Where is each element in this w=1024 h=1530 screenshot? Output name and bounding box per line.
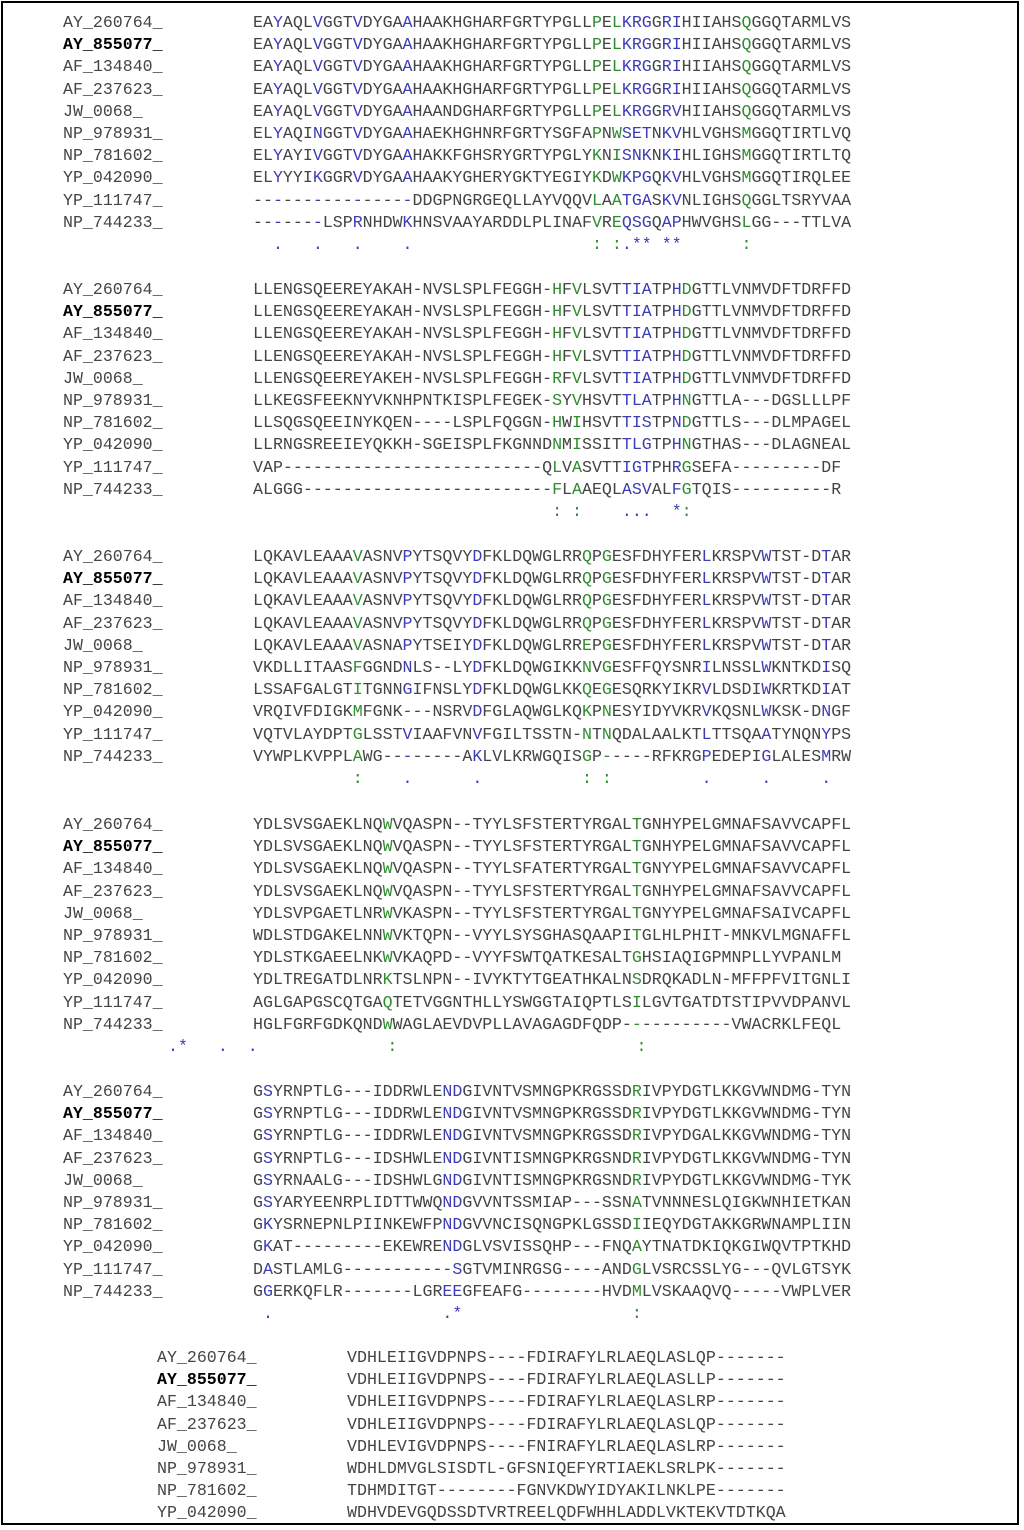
sequence-label: AF_237623_ [63, 79, 163, 99]
sequence-label: AY_260764_ [157, 1348, 257, 1367]
alignment-row [63, 1125, 1000, 1147]
sequence-label: YP_111747_ [63, 457, 163, 477]
sequence-residues: AGLGAPGSCQTGAQTETVGGNTHLLYSWGGTAIQPTLSILGVTGATDTSTIPVVDPANVL [253, 992, 852, 1012]
alignment-row [63, 323, 1000, 345]
sequence-label: NP_978931_ [63, 658, 163, 677]
sequence-residues: ELYAYIVGGTVDYGAAHAKKFGHSRYGRTYPGLYKNISNKNKIHLIGHSMGGQTIRTLTQ [253, 146, 852, 166]
sequence-label: YP_042090_ [63, 970, 163, 990]
alignment-row [63, 1170, 1000, 1192]
sequence-residues: VQTVLAYDPTGLSSTVIAAFVNVFGILTSSTN-NTNQDALAALKTLTTSQAATYNQNYPS [253, 724, 852, 744]
sequence-residues: GSYARYEENRPLIDTTWWQNDGVVNTSSMIAP---SSNATVNNNESLQIGKWNHIETKAN [253, 1193, 852, 1212]
sequence-residues: LSSAFGALGTITGNNGIFNSLYDFKLDQWGLKKQEGESQRKYIKRVLDSDIWKRTKDIAT [253, 680, 852, 700]
sequence-residues: WDLSTDGAKELNNWVKTQPN--VYYLSYSGHASQAAPITGLHLPHIT-MNKVLMGNAFFL [253, 926, 852, 945]
sequence-residues: -------LSPRNHDWKHNSVAAYARDDLPLINAFVREQSGQAPHWVGHSLGG---TTLVA [253, 212, 852, 232]
alignment-row [157, 1436, 1000, 1458]
alignment-row [63, 390, 1000, 412]
alignment-row [63, 1214, 1000, 1236]
sequence-label: YP_042090_ [63, 702, 163, 722]
sequence-label: NP_744233_ [63, 1281, 163, 1301]
sequence-residues: LLENGSQEEREYAKAH-NVSLSPLFEGGH-HFVLSVTTIATPHDGTTLVNMVDFTDRFFD [253, 280, 852, 299]
sequence-residues: VYWPLKVPPLAWG--------AKLVLKRWGQISGP-----RFKRGPEDEPIGLALESMRW [253, 746, 852, 766]
alignment-row [63, 613, 1000, 635]
sequence-label: JW_0068_ [63, 1170, 143, 1190]
sequence-label: YP_042090_ [63, 1237, 163, 1257]
sequence-residues: VDHLEIIGVDPNPS----FDIRAFYLRLAEQLASLQP------- [347, 1348, 786, 1367]
sequence-residues: TDHMDITGT--------FGNVKDWYIDYAKILNKLPE------- [347, 1481, 786, 1501]
sequence-label: AY_855077_ [157, 1370, 257, 1390]
sequence-label: NP_744233_ [63, 1014, 163, 1034]
alignment-row [157, 1414, 1000, 1436]
sequence-label: AY_260764_ [63, 1082, 163, 1101]
alignment-row [63, 1281, 1000, 1303]
sequence-label: AY_855077_ [63, 302, 163, 322]
alignment-row [63, 368, 1000, 390]
sequence-label: JW_0068_ [63, 635, 143, 655]
alignment-row [63, 479, 1000, 501]
sequence-residues: YDLSTKGAEELNKWVKAQPD--VYYFSWTQATKESALTGHSIAQIGPMNPLLYVPANLM [253, 948, 842, 968]
sequence-residues: EAYAQLVGGTVDYGAAHAAKHGHARFGRTYPGLLPELKRGGRIHIIAHSQGGQTARMLVS [253, 35, 852, 55]
sequence-residues: GSYRNPTLG---IDDRWLENDGIVNTVSMNGPKRGSSDRIVPYDGTLKKGVWNDMG-TYN [253, 1082, 852, 1101]
sequence-label: NP_781602_ [63, 948, 163, 968]
sequence-label: AY_260764_ [63, 547, 163, 566]
alignment-row [63, 212, 1000, 234]
sequence-residues: LLRNGSREEIEYQKKH-SGEISPLFKGNNDNMISSITTLGTPHNGTHAS---DLAGNEAL [253, 435, 852, 455]
consensus-line: . .* : [262, 1304, 642, 1323]
alignment-row [63, 903, 1000, 925]
sequence-label: YP_111747_ [63, 992, 163, 1012]
sequence-residues: YDLTREGATDLNRKTSLNPN--IVYKTYTGEATHKALNSDRQKADLN-MFFPFVITGNLI [253, 970, 852, 990]
sequence-label: JW_0068_ [63, 368, 143, 388]
sequence-residues: GSYRNPTLG---IDSHWLENDGIVNTISMNGPKRGSNDRIVPYDGTLKKGVWNDMG-TYN [253, 1148, 852, 1168]
alignment-row [63, 925, 1000, 947]
sequence-residues: ELYAQINGGTVDYGAAHAEKHGHNRFGRTYSGFAPNWSETNKVHLVGHSMGGQTIRTLVQ [253, 124, 852, 143]
alignment-row [157, 1458, 1000, 1480]
alignment-row [63, 590, 1000, 612]
alignment-row [157, 1369, 1000, 1391]
sequence-residues: EAYAQLVGGTVDYGAAHAANDGHARFGRTYPGLLPELKRGGRVHIIAHSQGGQTARMLVS [253, 101, 852, 121]
alignment-row [63, 412, 1000, 434]
sequence-label: NP_978931_ [63, 391, 163, 410]
sequence-residues: HGLFGRFGDKQNDWWAGLAEVDVPLLAVAGAGDFQDP-----------VWACRKLFEQL [253, 1014, 842, 1034]
sequence-label: AF_237623_ [157, 1414, 257, 1434]
sequence-label: AF_237623_ [63, 613, 163, 633]
sequence-residues: VDHLEIIGVDPNPS----FDIRAFYLRLAEQLASLQP------- [347, 1414, 786, 1434]
alignment-row [63, 56, 1000, 78]
sequence-label: AF_237623_ [63, 881, 163, 901]
sequence-label: AY_260764_ [63, 13, 163, 32]
sequence-residues: LQKAVLEAAAVASNVPYTSQVYDFKLDQWGLRRQPGESFDHYFERLKRSPVWTST-DTAR [253, 591, 852, 611]
alignment-row [63, 546, 1000, 568]
sequence-residues: LLENGSQEEREYAKAH-NVSLSPLFEGGH-HFVLSVTTIATPHDGTTLVNMVDFTDRFFD [253, 324, 852, 344]
sequence-label: AF_134840_ [63, 591, 163, 611]
sequence-label: NP_744233_ [63, 212, 163, 232]
sequence-residues: GSYRNPTLG---IDDRWLENDGIVNTVSMNGPKRGSSDRIVPYDGTLKKGVWNDMG-TYN [253, 1104, 852, 1124]
alignment-row [63, 434, 1000, 456]
sequence-label: AF_134840_ [63, 859, 163, 879]
alignment-row [63, 1236, 1000, 1258]
alignment-row [63, 79, 1000, 101]
alignment-row [63, 279, 1000, 301]
sequence-label: AY_855077_ [63, 35, 163, 55]
alignment-row [63, 1081, 1000, 1103]
sequence-label: JW_0068_ [157, 1436, 237, 1456]
alignment-row [63, 568, 1000, 590]
sequence-label: JW_0068_ [63, 903, 143, 923]
sequence-label: AF_237623_ [63, 1148, 163, 1168]
consensus-line: .* . . : : [168, 1037, 647, 1056]
sequence-residues: GSYRNAALG---IDSHWLGNDGIVNTISMNGPKRGSNDRIVPYDGTLKKGVWNDMG-TYK [253, 1170, 852, 1190]
sequence-residues: VKDLLITAASFGGNDNLS--LYDFKLDQWGIKKNVGESFFQYSNRILNSSLWKNTKDISQ [253, 658, 852, 677]
sequence-label: JW_0068_ [63, 101, 143, 121]
alignment-row [157, 1502, 1000, 1524]
sequence-label: NP_781602_ [157, 1481, 257, 1501]
sequence-label: NP_744233_ [63, 746, 163, 766]
sequence-label: AY_260764_ [63, 280, 163, 299]
alignment-row [63, 679, 1000, 701]
sequence-label: AF_134840_ [63, 324, 163, 344]
consensus-line: : : ... *: [552, 502, 692, 521]
sequence-residues: ELYYYIKGGRVDYGAAHAAKYGHERYGKTYEGIYKDWKPGQKVHLVGHSMGGQTIRQLEE [253, 168, 852, 188]
consensus-line: . . . . : :.** ** : [272, 235, 752, 254]
sequence-label: NP_978931_ [63, 124, 163, 143]
sequence-residues: YDLSVSGAEKLNQWVQASPN--TYYLSFSTERTYRGALTGNHYPELGMNAFSAVVCAPFL [253, 881, 852, 901]
sequence-label: NP_781602_ [63, 1215, 163, 1235]
alignment-row [157, 1480, 1000, 1502]
alignment-row [63, 701, 1000, 723]
sequence-label: AY_855077_ [63, 837, 163, 857]
sequence-residues: VDHLEIIGVDPNPS----FDIRAFYLRLAEQLASLLP------- [347, 1370, 786, 1390]
alignment-row [63, 123, 1000, 145]
sequence-label: NP_781602_ [63, 413, 163, 433]
alignment-row [63, 167, 1000, 189]
alignment-row [63, 992, 1000, 1014]
sequence-label: AY_855077_ [63, 569, 163, 589]
sequence-label: YP_042090_ [157, 1503, 257, 1523]
sequence-residues: LLENGSQEEREYAKAH-NVSLSPLFEGGH-HFVLSVTTIATPHDGTTLVNMVDFTDRFFD [253, 302, 852, 322]
sequence-label: YP_111747_ [63, 724, 163, 744]
sequence-residues: YDLSVSGAEKLNQWVQASPN--TYYLSFATERTYRGALTGNYYPELGMNAFSAVVCAPFL [253, 859, 852, 879]
sequence-residues: VDHLEVIGVDPNPS----FNIRAFYLRLAEQLASLRP------- [347, 1436, 786, 1456]
alignment-row [63, 1192, 1000, 1214]
sequence-residues: LQKAVLEAAAVASNVPYTSQVYDFKLDQWGLRRQPGESFDHYFERLKRSPVWTST-DTAR [253, 547, 852, 566]
consensus-line: : . . : : . . . [352, 769, 832, 788]
sequence-label: NP_978931_ [63, 926, 163, 945]
alignment-row [63, 1014, 1000, 1036]
sequence-residues: ----------------DDGPNGRGEQLLAYVQQVLAATGASKVNLIGHSQGGLTSRYVAA [253, 190, 852, 210]
alignment-row [63, 457, 1000, 479]
sequence-residues: LLENGSQEEREYAKEH-NVSLSPLFEGGH-RFVLSVTTIATPHDGTTLVNMVDFTDRFFD [253, 368, 852, 388]
alignment-row [63, 724, 1000, 746]
alignment-row [63, 1103, 1000, 1125]
sequence-residues: GKAT---------EKEWRENDGLVSVISSQHP---FNQAYTNATDKIQKGIWQVTPTKHD [253, 1237, 852, 1257]
sequence-residues: YDLSVSGAEKLNQWVQASPN--TYYLSFSTERTYRGALTGNHYPELGMNAFSAVVCAPFL [253, 815, 852, 834]
alignment-row [157, 1347, 1000, 1369]
alignment-row [63, 34, 1000, 56]
alignment-row [63, 969, 1000, 991]
sequence-label: YP_042090_ [63, 168, 163, 188]
sequence-residues: WDHLDMVGLSISDTL-GFSNIQEFYRTIAEKLSRLPK------- [347, 1459, 786, 1478]
sequence-residues: LLENGSQEEREYAKAH-NVSLSPLFEGGH-HFVLSVTTIATPHDGTTLVNMVDFTDRFFD [253, 346, 852, 366]
alignment-row [63, 101, 1000, 123]
sequence-residues: LLKEGSFEEKNYVKNHPNTKISPLFEGEK-SYVHSVTTLATPHNGTTLA---DGSLLLPF [253, 391, 852, 410]
sequence-residues: EAYAQLVGGTVDYGAAHAAKHGHARFGRTYPGLLPELKRGGRIHIIAHSQGGQTARMLVS [253, 79, 852, 99]
sequence-residues: EAYAQLVGGTVDYGAAHAAKHGHARFGRTYPGLLPELKRGGRIHIIAHSQGGQTARMLVS [253, 57, 852, 77]
sequence-residues: GKYSRNEPNLPIINKEWFPNDGVVNCISQNGPKLGSSDIIEQYDGTAKKGRWNAMPLIIN [253, 1215, 852, 1235]
sequence-label: YP_111747_ [63, 1259, 163, 1279]
sequence-label: AF_134840_ [63, 57, 163, 77]
sequence-label: NP_978931_ [157, 1459, 257, 1478]
alignment-row [63, 858, 1000, 880]
sequence-residues: VAP--------------------------QLVASVTTIGTPHRGSEFA---------DF [253, 457, 842, 477]
sequence-label: NP_744233_ [63, 479, 163, 499]
alignment-row [63, 746, 1000, 768]
alignment-row [63, 145, 1000, 167]
alignment-row [63, 836, 1000, 858]
sequence-residues: DASTLAMLG-----------SGTVMINRGSG----ANDGLVSRCSSLYG---QVLGTSYK [253, 1259, 852, 1279]
alignment-row [63, 947, 1000, 969]
sequence-residues: LQKAVLEAAAVASNVPYTSQVYDFKLDQWGLRRQPGESFDHYFERLKRSPVWTST-DTAR [253, 569, 852, 589]
alignment-row [63, 814, 1000, 836]
sequence-residues: LLSQGSQEEINYKQEN----LSPLFQGGN-HWIHSVTTISTPNDGTTLS---DLMPAGEL [253, 413, 852, 433]
sequence-residues: VRQIVFDIGKMFGNK---NSRVDFGLAQWGLKQKPNESYIDYVKRVKQSNLWKSK-DNGF [253, 702, 852, 722]
alignment-row [63, 1259, 1000, 1281]
sequence-label: NP_978931_ [63, 1193, 163, 1212]
sequence-residues: GGERKQFLR-------LGREEGFEAFG--------HVDMLVSKAAQVQ-----VWPLVER [253, 1281, 852, 1301]
alignment-row [63, 190, 1000, 212]
sequence-label: AF_237623_ [63, 346, 163, 366]
sequence-label: AF_134840_ [63, 1126, 163, 1146]
sequence-residues: GSYRNPTLG---IDDRWLENDGIVNTVSMNGPKRGSSDRIVPYDGALKKGVWNDMG-TYN [253, 1126, 852, 1146]
sequence-label: AY_855077_ [63, 1104, 163, 1124]
sequence-residues: LQKAVLEAAAVASNVPYTSQVYDFKLDQWGLRRQPGESFDHYFERLKRSPVWTST-DTAR [253, 613, 852, 633]
sequence-residues: VDHLEIIGVDPNPS----FDIRAFYLRLAEQLASLRP------- [347, 1392, 786, 1412]
sequence-label: YP_042090_ [63, 435, 163, 455]
sequence-label: YP_111747_ [63, 190, 163, 210]
alignment-row [63, 301, 1000, 323]
sequence-residues: YDLSVSGAEKLNQWVQASPN--TYYLSFSTERTYRGALTGNHYPELGMNAFSAVVCAPFL [253, 837, 852, 857]
alignment-row [63, 881, 1000, 903]
sequence-label: AY_260764_ [63, 815, 163, 834]
alignment-row [63, 12, 1000, 34]
sequence-residues: YDLSVPGAETLNRWVKASPN--TYYLSFSTERTYRGALTGNYYPELGMNAFSAIVCAPFL [253, 903, 852, 923]
alignment-row [63, 1148, 1000, 1170]
alignment-row [63, 346, 1000, 368]
alignment-row [63, 635, 1000, 657]
sequence-label: NP_781602_ [63, 680, 163, 700]
sequence-residues: WDHVDEVGQDSSDTVRTREELQDFWHHLADDLVKTEKVTDTKQA [347, 1503, 786, 1523]
sequence-residues: LQKAVLEAAAVASNAPYTSEIYDFKLDQWGLRREPGESFDHYFERLKRSPVWTST-DTAR [253, 635, 852, 655]
sequence-label: AF_134840_ [157, 1392, 257, 1412]
alignment-row [157, 1391, 1000, 1413]
sequence-residues: ALGGG-------------------------FLAAEQLASVALFGTQIS----------R [253, 479, 842, 499]
alignment-row [63, 657, 1000, 679]
sequence-label: NP_781602_ [63, 146, 163, 166]
sequence-residues: EAYAQLVGGTVDYGAAHAAKHGHARFGRTYPGLLPELKRGGRIHIIAHSQGGQTARMLVS [253, 13, 852, 32]
